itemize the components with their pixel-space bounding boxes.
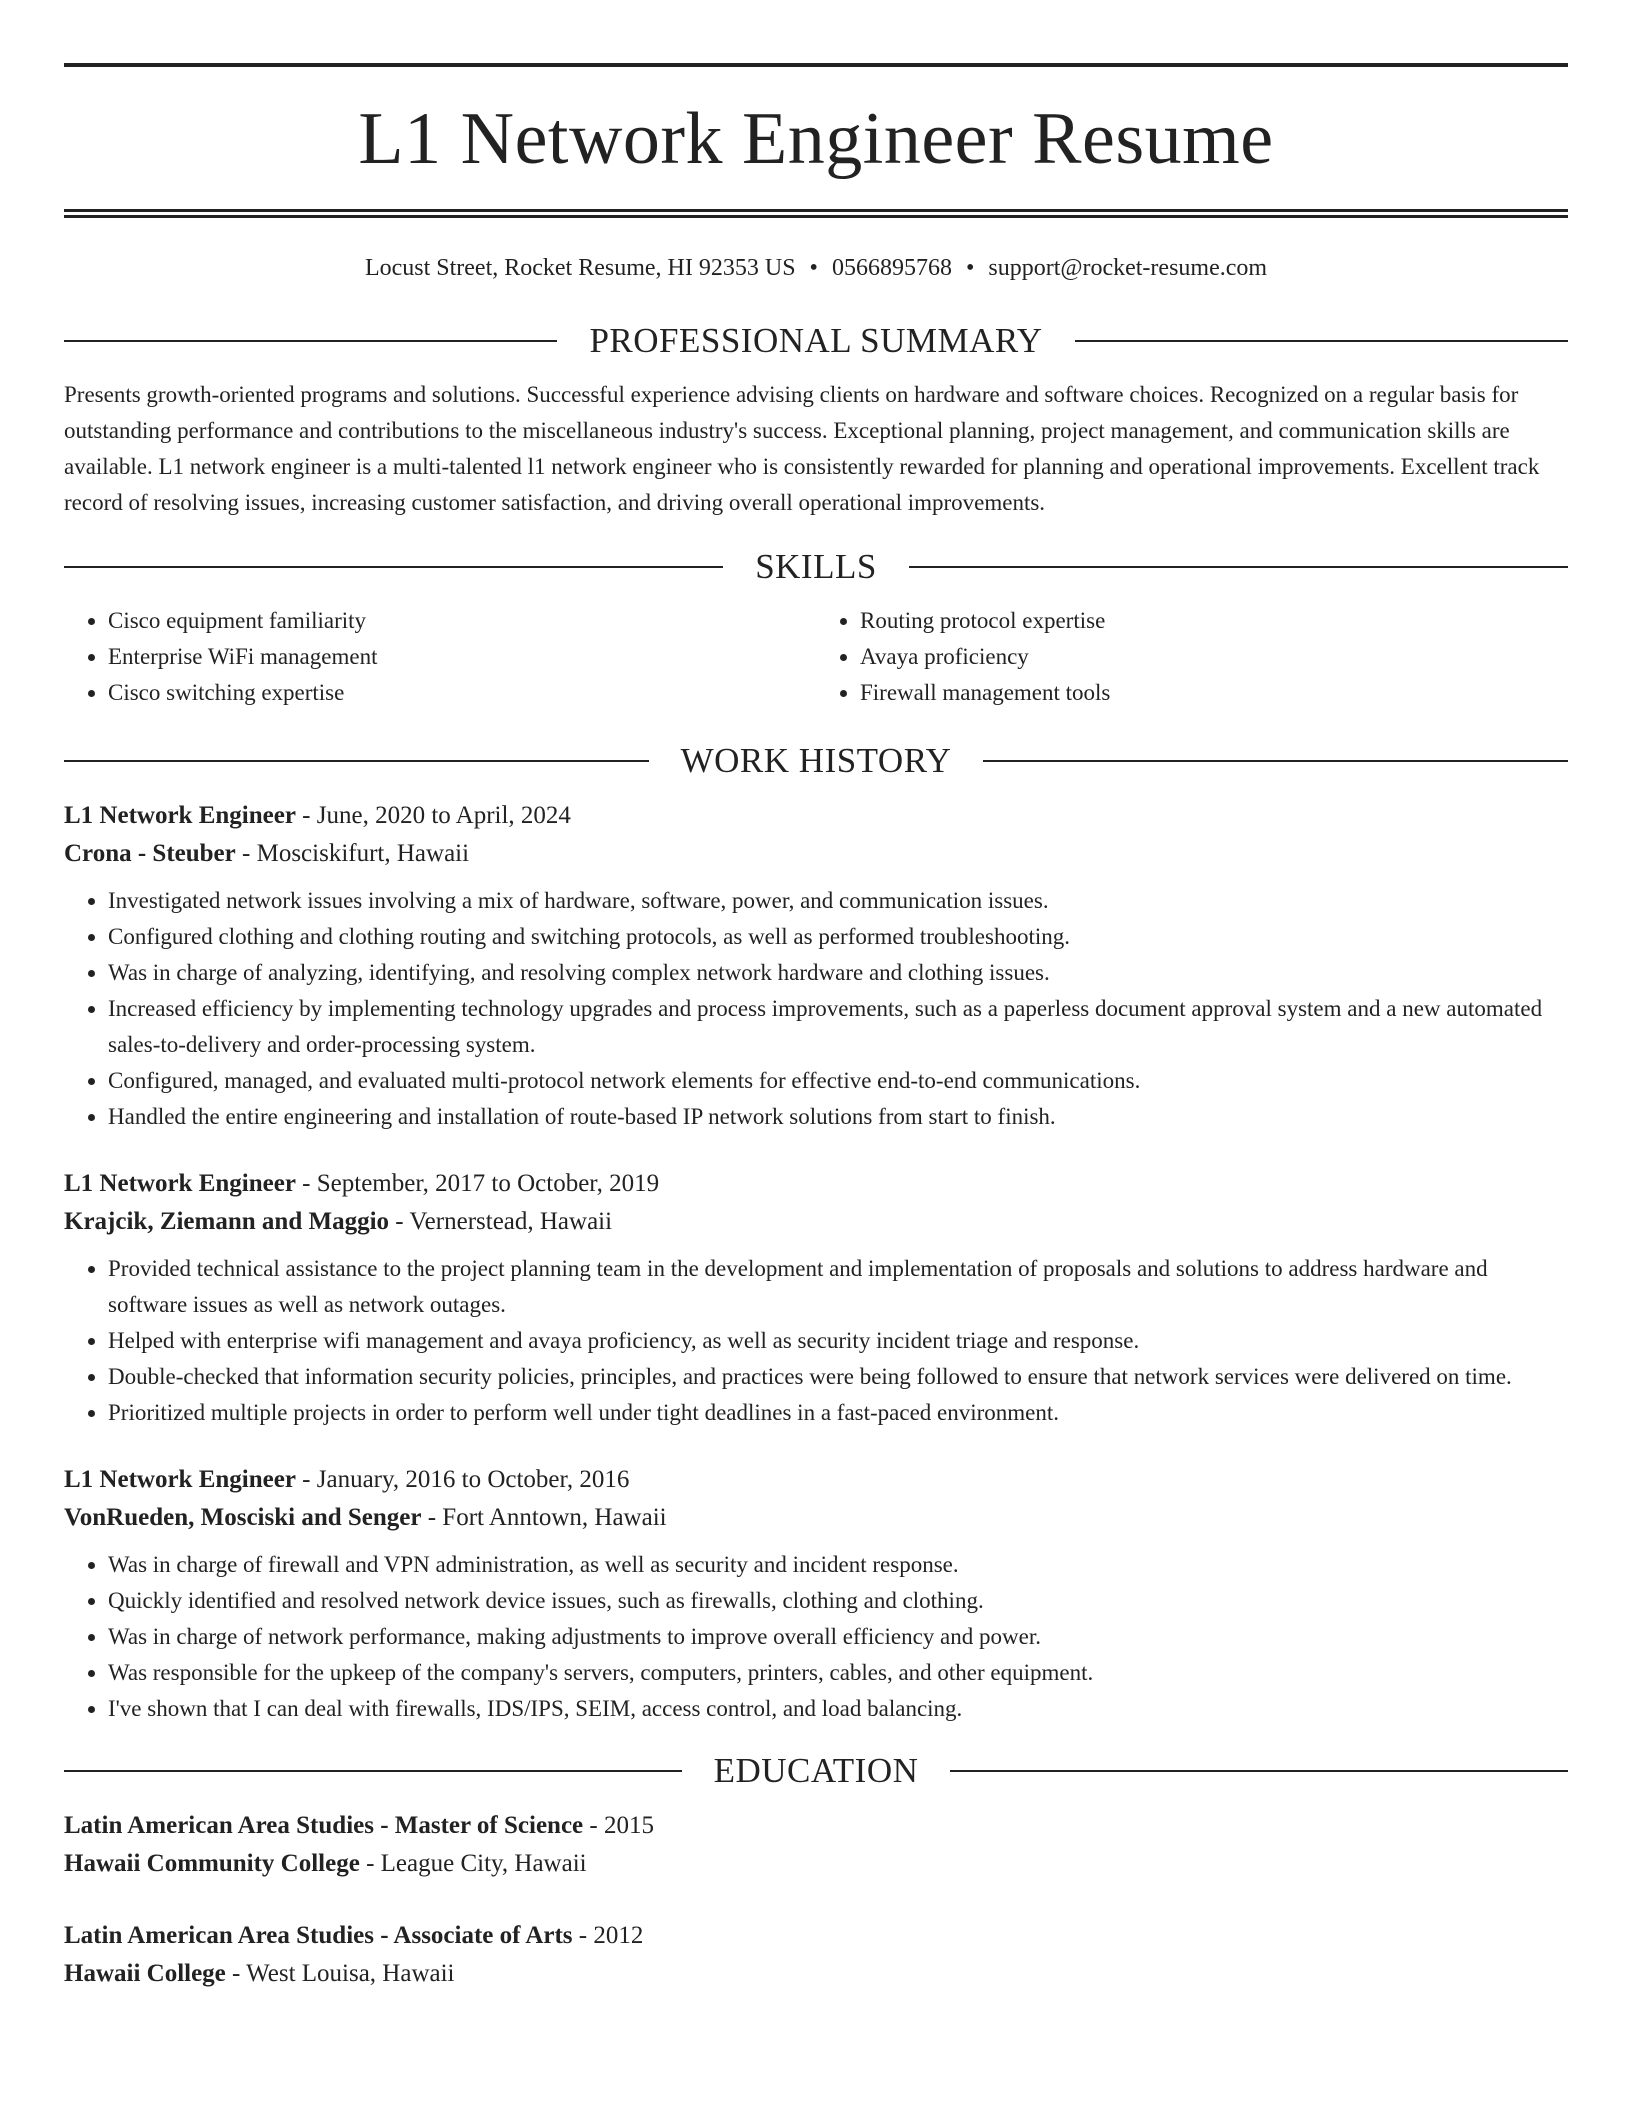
job-bullet: • Provided technical assistance to the project planning team in the development and implementation of proposals and solutions to address hardware and software issues as well as network outages. — [108, 1251, 1568, 1323]
education-year: - 2012 — [572, 1922, 644, 1949]
job-entry — [64, 1165, 1568, 1431]
divider — [64, 760, 649, 762]
education-degree: Latin American Area Studies - Associate of Arts — [64, 1922, 573, 1949]
skill-item: • Enterprise WiFi management — [108, 639, 816, 675]
job-bullet: • Increased efficiency by implementing technology upgrades and process improvements, such as a paperless document approval system and a new automated sales-to-delivery and order-processing system. — [108, 991, 1568, 1063]
job-bullet: • Helped with enterprise wifi management and avaya proficiency, as well as security incident triage and response. — [108, 1323, 1568, 1359]
page-title: L1 Network Engineer Resume — [358, 98, 1274, 180]
education-degree: Latin American Area Studies - Master of Science — [64, 1812, 584, 1839]
job-company: Krajcik, Ziemann and Maggio — [64, 1208, 390, 1235]
divider — [1075, 340, 1568, 342]
skills-list — [64, 603, 1568, 711]
job-bullet: • Configured clothing and clothing routing and switching protocols, as well as performed troubleshooting. — [108, 919, 1568, 955]
job-bullet: • Double-checked that information security policies, principles, and practices were being followed to ensure that network services were delivered on time. — [108, 1359, 1568, 1395]
skill-item: • Avaya proficiency — [860, 639, 1568, 675]
section-title: EDUCATION — [713, 1751, 919, 1790]
education-entry — [64, 1807, 1568, 1883]
spacer — [64, 1431, 1568, 1461]
divider — [909, 566, 1568, 568]
job-location: - Vernerstead, Hawaii — [389, 1208, 613, 1235]
section-title: PROFESSIONAL SUMMARY — [589, 321, 1043, 360]
divider — [64, 340, 557, 342]
education-entry — [64, 1917, 1568, 1993]
section-heading-skills — [64, 545, 1568, 589]
job-bullet: • Investigated network issues involving a mix of hardware, software, power, and communication issues. — [108, 883, 1568, 919]
contact-email[interactable]: support@rocket-resume.com — [988, 255, 1268, 281]
spacer — [64, 1135, 1568, 1165]
job-bullet: • Prioritized multiple projects in order to perform well under tight deadlines in a fast-paced environment. — [108, 1395, 1568, 1431]
divider — [950, 1770, 1568, 1772]
contact-separator: • — [965, 255, 975, 281]
contact-phone: 0566895768 — [831, 255, 952, 281]
education-school: Hawaii Community College — [64, 1850, 360, 1877]
education-location: - League City, Hawaii — [359, 1850, 587, 1877]
contact-line — [64, 253, 1568, 283]
education-year: - 2015 — [583, 1812, 654, 1839]
section-heading-education — [64, 1749, 1568, 1793]
job-bullet: • Was in charge of analyzing, identifying, and resolving complex network hardware and clothing issues. — [108, 955, 1568, 991]
resume-page — [64, 0, 1568, 1993]
job-company: Crona - Steuber — [64, 840, 236, 867]
skill-item: • Cisco switching expertise — [108, 675, 816, 711]
job-bullet: • Was in charge of network performance, making adjustments to improve overall efficiency and power. — [108, 1619, 1568, 1655]
title-double-rule — [64, 209, 1568, 218]
education-degree-line — [64, 1807, 1568, 1845]
skill-item: • Cisco equipment familiarity — [108, 603, 816, 639]
job-title-line — [64, 1461, 1568, 1499]
divider — [983, 760, 1568, 762]
contact-separator: • — [809, 255, 818, 281]
job-title: L1 Network Engineer — [64, 1466, 296, 1493]
job-bullets — [64, 1251, 1568, 1431]
job-bullet: • Configured, managed, and evaluated multi-protocol network elements for effective end-to-end communications. — [108, 1063, 1568, 1099]
education-degree-line — [64, 1917, 1568, 1955]
summary-text: Presents growth-oriented programs and solutions. Successful experience advising clients on hardware and software choices. Recognized on a regular basis for outstanding performance and contributions to the miscellaneous industry's success. Exceptional planning, project management, and communication skills are available. L1 network engineer is a multi-talented l1 network engineer who is consistently rewarded for planning and operational improvements. Excellent track record of resolving issues, increasing customer satisfaction, and driving overall operational improvements. — [64, 382, 1540, 515]
top-rule — [64, 63, 1568, 67]
divider — [64, 566, 723, 568]
section-heading-work — [64, 739, 1568, 783]
section-title: WORK HISTORY — [680, 741, 952, 780]
job-title-line — [64, 1165, 1568, 1203]
job-company-line — [64, 835, 1568, 873]
job-title-line — [64, 797, 1568, 835]
job-bullet: • Handled the entire engineering and installation of route-based IP network solutions from start to finish. — [108, 1099, 1568, 1135]
job-bullet: • I've shown that I can deal with firewalls, IDS/IPS, SEIM, access control, and load balancing. — [108, 1691, 1568, 1727]
job-company-line — [64, 1203, 1568, 1241]
skills-column-left — [64, 603, 816, 711]
job-entry — [64, 797, 1568, 1135]
job-dates: - June, 2020 to April, 2024 — [295, 802, 571, 829]
education-school: Hawaii College — [64, 1960, 226, 1987]
skill-item: • Routing protocol expertise — [860, 603, 1568, 639]
divider — [64, 1770, 682, 1772]
job-location: - Fort Anntown, Hawaii — [421, 1504, 667, 1531]
job-dates: - January, 2016 to October, 2016 — [295, 1466, 630, 1493]
skill-item: • Firewall management tools — [860, 675, 1568, 711]
job-company-line — [64, 1499, 1568, 1537]
education-school-line — [64, 1955, 1568, 1993]
skills-column-right — [816, 603, 1568, 711]
education-location: - West Louisa, Hawaii — [225, 1960, 455, 1987]
job-location: - Mosciskifurt, Hawaii — [235, 840, 470, 867]
contact-address: Locust Street, Rocket Resume, HI 92353 US — [364, 255, 796, 281]
job-bullet: • Was in charge of firewall and VPN administration, as well as security and incident response. — [108, 1547, 1568, 1583]
education-school-line — [64, 1845, 1568, 1883]
job-title: L1 Network Engineer — [64, 1170, 296, 1197]
job-bullets — [64, 883, 1568, 1135]
job-bullet: • Was responsible for the upkeep of the company's servers, computers, printers, cables, and other equipment. — [108, 1655, 1568, 1691]
job-bullets — [64, 1547, 1568, 1727]
section-heading-summary — [64, 319, 1568, 363]
job-dates: - September, 2017 to October, 2019 — [295, 1170, 660, 1197]
section-title: SKILLS — [755, 547, 877, 586]
job-company: VonRueden, Mosciski and Senger — [64, 1504, 422, 1531]
job-title: L1 Network Engineer — [64, 802, 296, 829]
job-entry — [64, 1461, 1568, 1727]
job-bullet: • Quickly identified and resolved network device issues, such as firewalls, clothing and clothing. — [108, 1583, 1568, 1619]
